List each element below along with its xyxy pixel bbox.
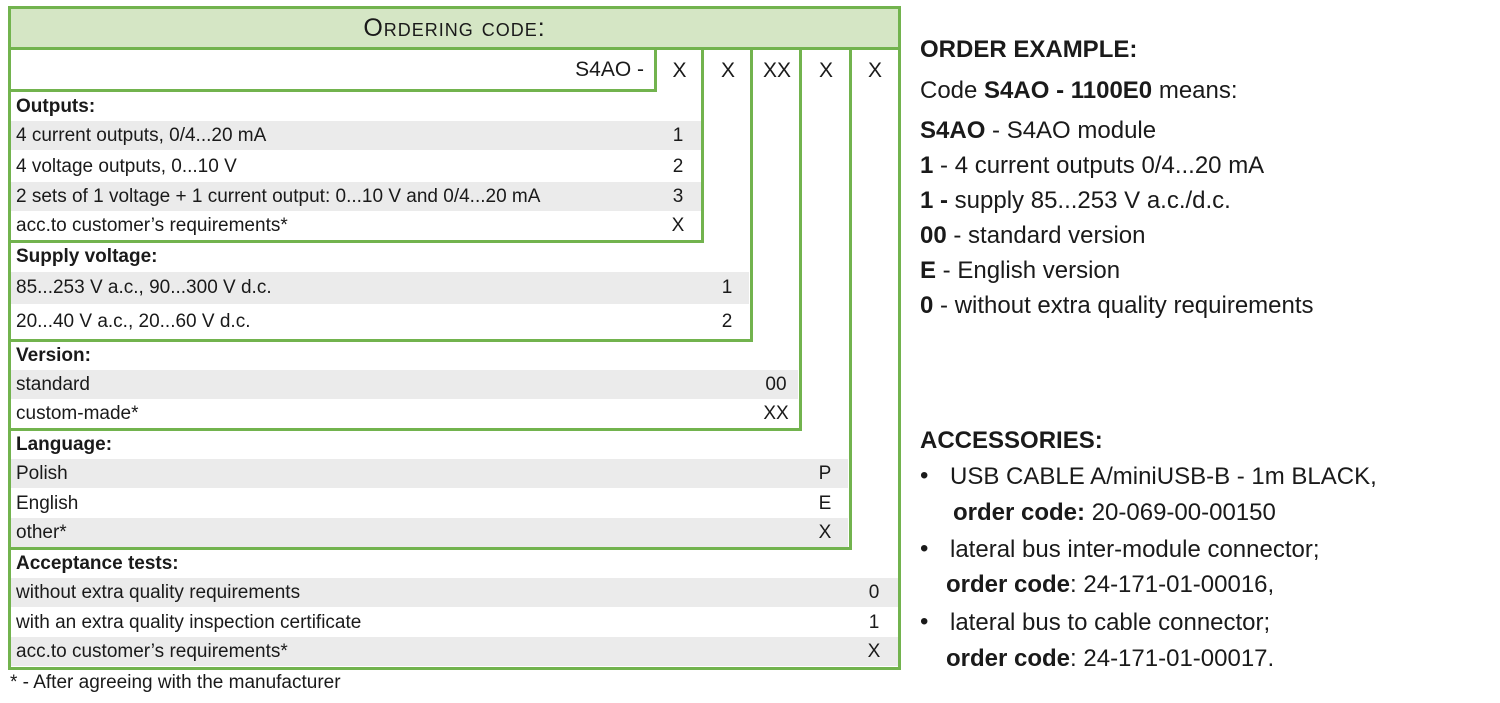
row-code: 2 [672, 155, 684, 177]
row-code: X [818, 521, 832, 543]
code-header-version: XX [762, 59, 791, 82]
row-label: other* [16, 521, 67, 543]
row-label: 85...253 V a.c., 90...300 V d.c. [16, 277, 272, 298]
divider [701, 48, 704, 242]
order-example-heading: ORDER EXAMPLE: [920, 36, 1138, 63]
code-header-supply: X [720, 59, 735, 82]
example-key: 1 [920, 152, 934, 179]
divider [8, 339, 753, 342]
row-label: Polish [16, 462, 68, 484]
row-label: custom-made* [16, 402, 139, 424]
divider [8, 428, 802, 431]
accessory-order-code [946, 645, 1274, 673]
table-row [11, 459, 848, 488]
row-code: X [867, 640, 881, 662]
example-line [920, 152, 1264, 180]
row-label: English [16, 492, 79, 514]
example-code: S4AO - 1100E0 [984, 77, 1153, 104]
order-code-label: order code [946, 645, 1071, 672]
intro-prefix: Code [920, 77, 985, 104]
order-code-label: order code: [953, 499, 1086, 526]
example-key: 0 [920, 292, 934, 319]
accessory-order-code [953, 499, 1276, 527]
divider [799, 48, 802, 430]
divider [750, 48, 753, 341]
section-title-supply-voltage: Supply voltage: [16, 245, 158, 267]
code-header-outputs: X [672, 59, 687, 82]
row-code: 2 [721, 311, 733, 332]
table-row [11, 272, 749, 304]
row-label: acc.to customer’s requirements* [16, 640, 288, 662]
table-row [11, 608, 898, 637]
accessories-heading: ACCESSORIES: [920, 427, 1103, 454]
example-line [920, 292, 1314, 320]
divider [8, 240, 704, 243]
example-line [920, 117, 1156, 145]
row-code: 1 [721, 277, 733, 298]
order-code-value: : 24-171-01-00016, [1070, 571, 1275, 598]
footnote: * - After agreeing with the manufacturer [10, 672, 341, 693]
ordering-code-title: Ordering code: [363, 13, 546, 42]
table-row [11, 370, 798, 399]
example-key: E [920, 257, 937, 284]
code-prefix-cell [8, 47, 657, 92]
accessory-order-code [946, 571, 1274, 599]
section-title-outputs: Outputs: [16, 95, 96, 117]
example-text: - English version [936, 257, 1121, 284]
section-title-acceptance-tests: Acceptance tests: [16, 552, 179, 574]
example-text: - without extra quality requirements [933, 292, 1314, 319]
example-key: 00 [920, 222, 947, 249]
example-key: S4AO [920, 117, 986, 144]
order-code-value: 20-069-00-00150 [1085, 499, 1276, 526]
example-key: 1 - [920, 187, 949, 214]
row-label: 20...40 V a.c., 20...60 V d.c. [16, 311, 251, 332]
example-text: - standard version [946, 222, 1146, 249]
table-row [11, 182, 701, 211]
section-title-version: Version: [16, 344, 91, 366]
bullet-icon: • [920, 608, 929, 635]
order-example-intro [920, 77, 1238, 105]
example-text: - 4 current outputs 0/4...20 mA [933, 152, 1265, 179]
row-code: XX [763, 402, 789, 424]
table-row [11, 152, 701, 181]
row-code: 3 [672, 185, 684, 207]
row-label: 2 sets of 1 voltage + 1 current output: 0...10 V and 0/4...20 mA [16, 185, 541, 207]
row-code: 00 [765, 373, 787, 395]
bullet-icon: • [920, 535, 929, 562]
divider [8, 547, 852, 550]
row-label: 4 voltage outputs, 0...10 V [16, 155, 237, 177]
code-header-language: X [818, 59, 833, 82]
row-code: E [818, 492, 832, 514]
row-code: X [671, 214, 685, 236]
example-line [920, 187, 1231, 215]
code-prefix: S4AO - [575, 57, 644, 81]
accessory-name: lateral bus inter-module connector; [950, 536, 1320, 563]
example-line [920, 222, 1145, 250]
table-row [11, 489, 848, 518]
row-label: standard [16, 373, 90, 395]
example-text: supply 85...253 V a.c./d.c. [948, 187, 1231, 214]
row-code: 0 [868, 581, 880, 603]
row-label: acc.to customer’s requirements* [16, 214, 288, 236]
intro-suffix: means: [1152, 77, 1238, 104]
code-header-acceptance: X [867, 59, 882, 82]
table-row [11, 211, 701, 240]
order-code-label: order code [946, 571, 1071, 598]
row-code: 1 [868, 611, 880, 633]
row-label: 4 current outputs, 0/4...20 mA [16, 124, 267, 146]
accessory-name: lateral bus to cable connector; [950, 609, 1271, 636]
divider [849, 48, 852, 549]
order-code-value: : 24-171-01-00017. [1070, 645, 1275, 672]
row-label: without extra quality requirements [16, 581, 301, 603]
example-line [920, 257, 1120, 285]
row-label: with an extra quality inspection certificate [16, 611, 362, 633]
ordering-code-header [8, 6, 901, 50]
section-title-language: Language: [16, 433, 113, 455]
table-row [11, 306, 749, 338]
table-row [11, 578, 898, 607]
example-text: - S4AO module [985, 117, 1157, 144]
table-row [11, 518, 848, 547]
table-row [11, 399, 798, 428]
table-row [11, 121, 701, 150]
row-code: 1 [672, 124, 684, 146]
row-code: P [818, 462, 832, 484]
bullet-icon: • [920, 462, 929, 489]
accessory-name: USB CABLE A/miniUSB-B - 1m BLACK, [950, 463, 1377, 490]
table-row [11, 637, 898, 666]
